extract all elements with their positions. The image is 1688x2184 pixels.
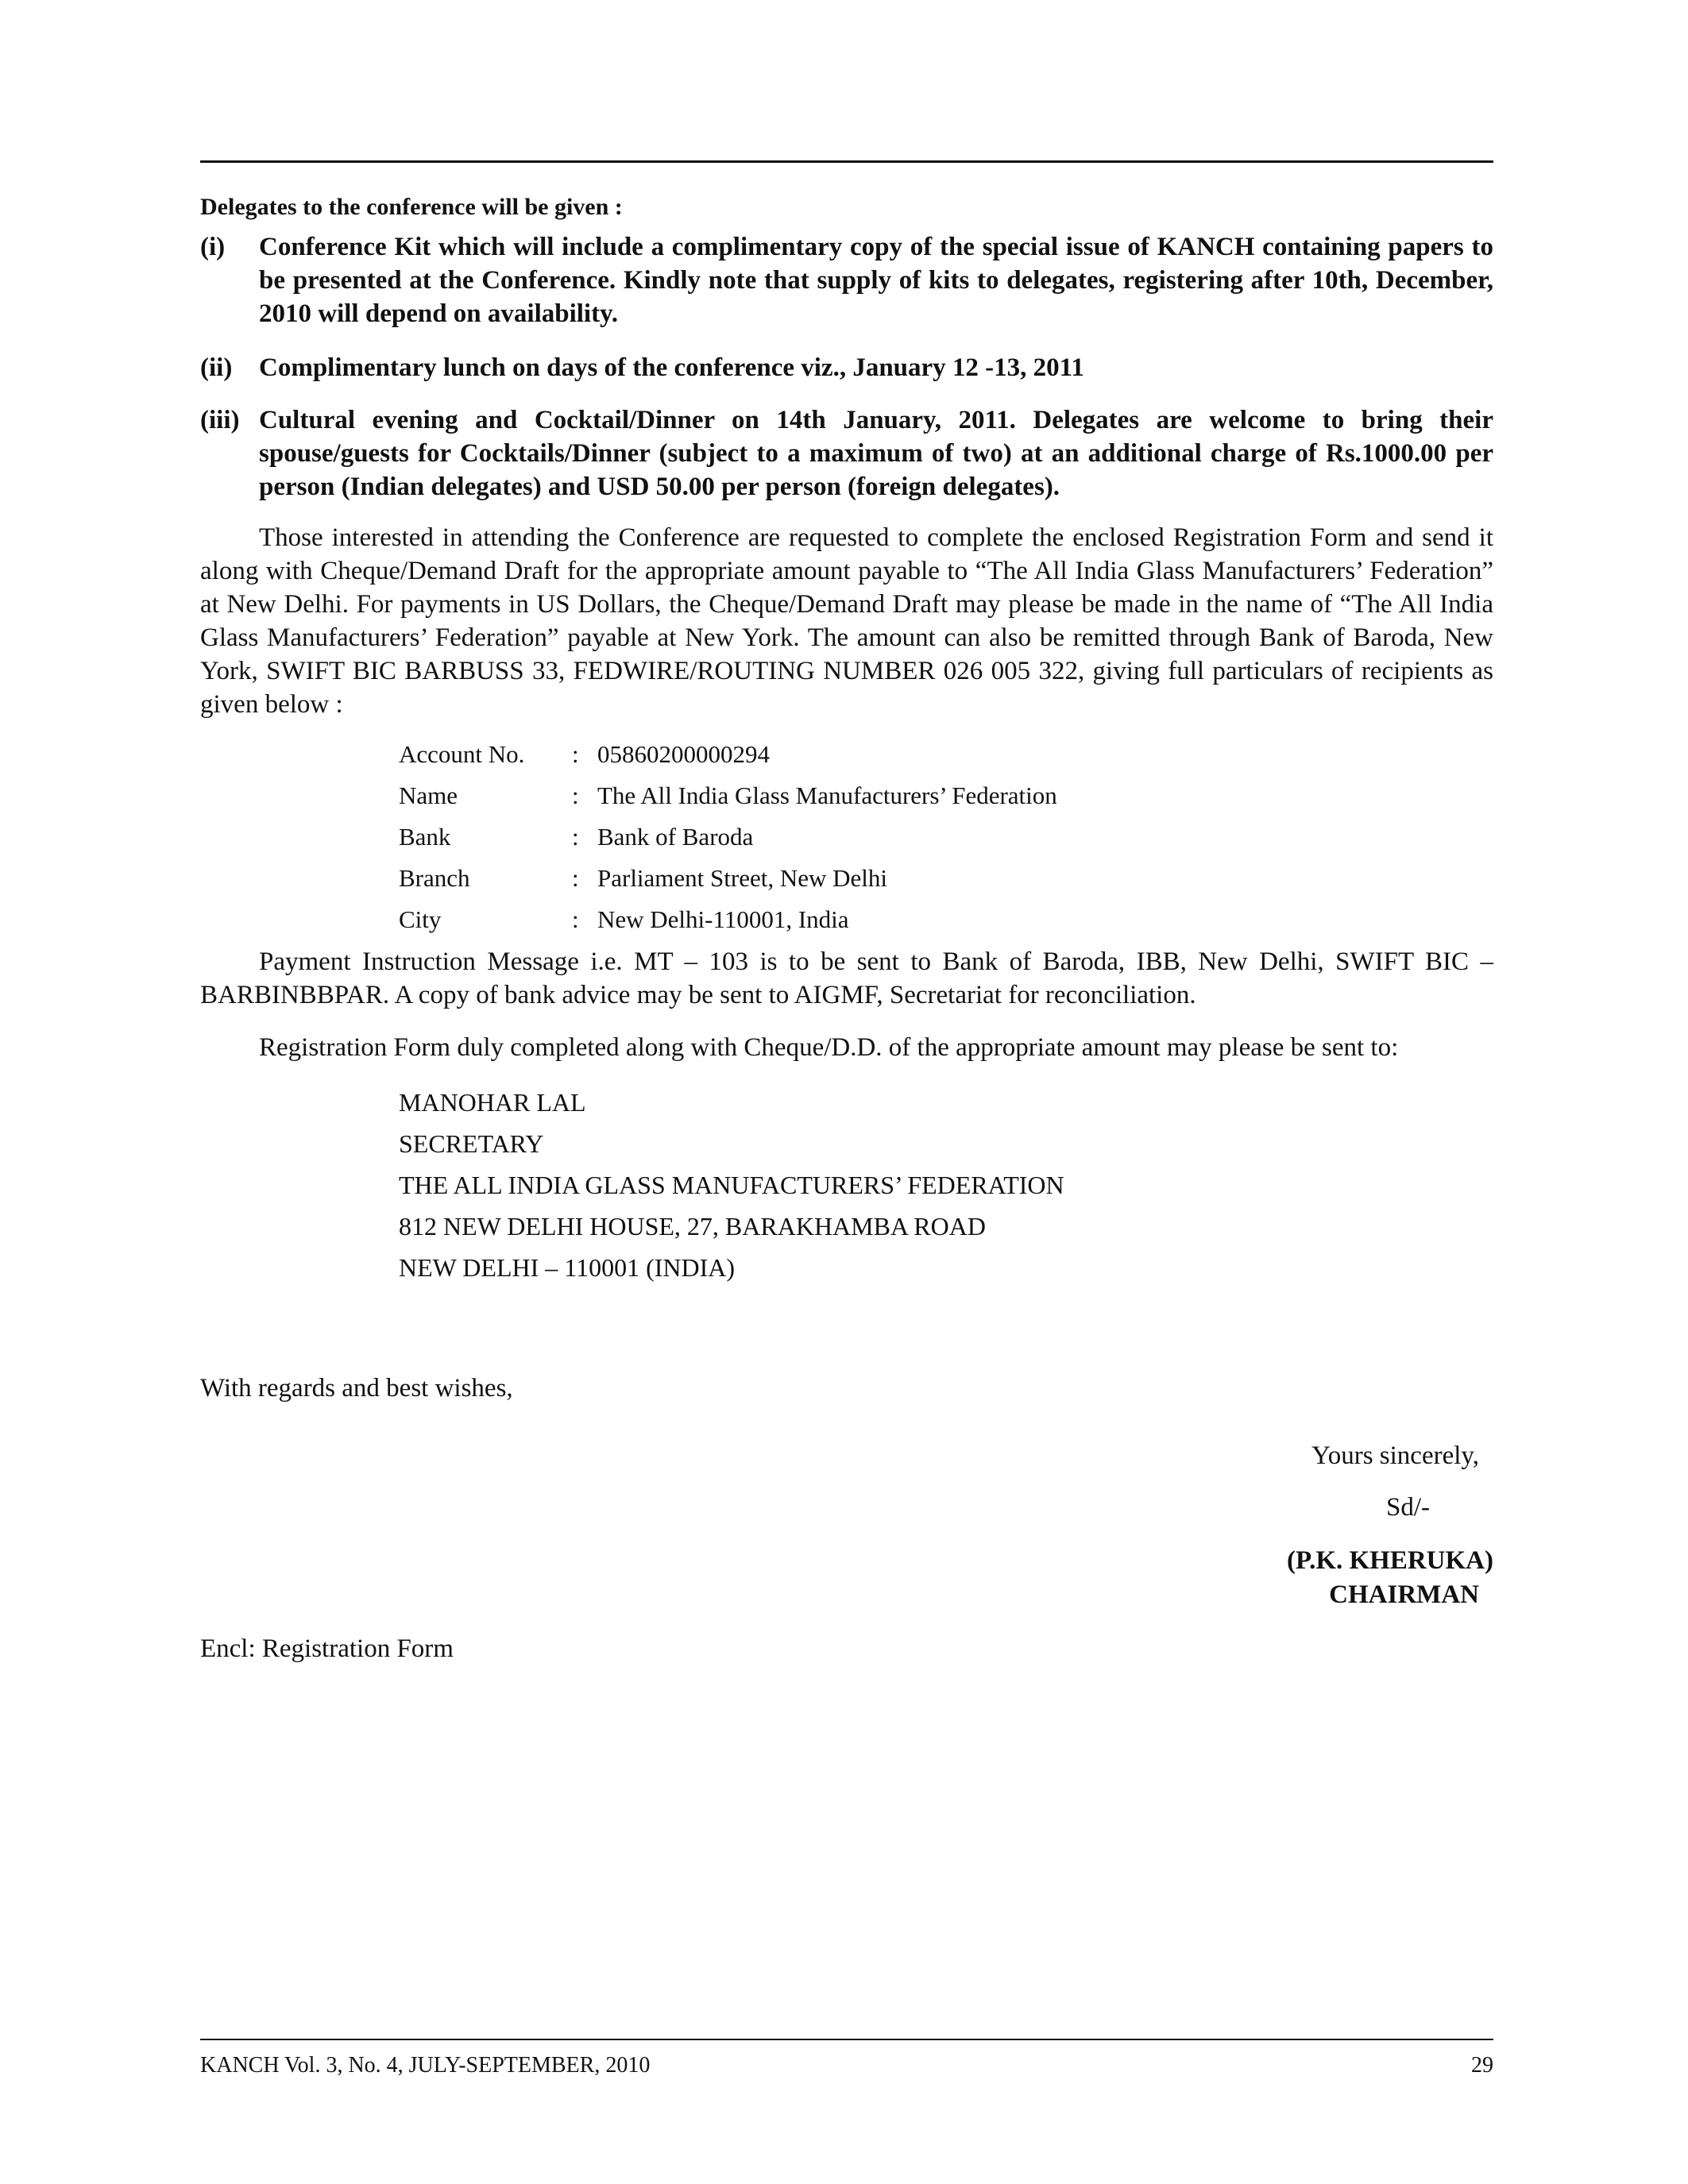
- account-label: Name: [399, 781, 458, 809]
- colon: :: [572, 905, 579, 933]
- account-value: Parliament Street, New Delhi: [597, 864, 888, 892]
- account-value: 05860200000294: [597, 740, 770, 768]
- footer-journal: KANCH Vol. 3, No. 4, JULY-SEPTEMBER, 2010: [200, 2053, 651, 2078]
- signatory-name: (P.K. KHERUKA): [1286, 1546, 1493, 1575]
- signature-sd: Sd/-: [1385, 1493, 1430, 1522]
- benefit-item: [200, 403, 1493, 504]
- item-text: Conference Kit which will include a complimentary copy of the special issue of KANCH containing papers to be presented at the Conference. Kindly note that supply of kits to delegates, registering after 10th, December, 2010 will depend on availability.: [259, 233, 1493, 328]
- enclosure-note: Encl: Registration Form: [200, 1634, 454, 1663]
- item-number: (iii): [200, 406, 240, 434]
- top-rule: [200, 160, 1493, 163]
- swift-paragraph: Payment Instruction Message i.e. MT – 103 is to be sent to Bank of Baroda, IBB, New Delhi, SWIFT BIC – BARBINBBPAR. A copy of bank advice may be sent to AIGMF, Secretariat for reconciliation.: [200, 947, 1493, 1009]
- colon: :: [572, 781, 579, 809]
- signatory-title: CHAIRMAN: [1329, 1580, 1479, 1609]
- payment-paragraph: Those interested in attending the Conference are requested to complete the enclosed Registration Form and send it along with Cheque/Demand Draft for the appropriate amount payable to “The All India Glass Manufacturers’ Federation” at New Delhi. For payments in US Dollars, the Cheque/Demand Draft may please be made in the name of “The All India Glass Manufacturers’ Federation” payable at New York. The amount can also be remitted through Bank of Baroda, New York, SWIFT BIC BARBUSS 33, FEDWIRE/ROUTING NUMBER 026 005 322, giving full particulars of recipients as given below :: [200, 523, 1493, 719]
- colon: :: [572, 740, 579, 768]
- intro-heading: Delegates to the conference will be given :: [200, 194, 623, 220]
- account-value: New Delhi-110001, India: [597, 905, 849, 933]
- registration-paragraph: Registration Form duly completed along with Cheque/D.D. of the appropriate amount may please be sent to:: [259, 1033, 1399, 1062]
- address-line: MANOHAR LAL: [399, 1088, 586, 1117]
- item-text: Complimentary lunch on days of the conference viz., January 12 -13, 2011: [259, 353, 1084, 382]
- item-number: (i): [200, 233, 226, 261]
- account-label: Branch: [399, 864, 470, 892]
- colon: :: [572, 823, 579, 851]
- colon: :: [572, 864, 579, 892]
- yours-sincerely: Yours sincerely,: [1311, 1441, 1479, 1470]
- address-line: THE ALL INDIA GLASS MANUFACTURERS’ FEDERATION: [399, 1171, 1064, 1199]
- benefit-item: [200, 230, 1493, 330]
- benefit-item: [200, 351, 1493, 384]
- footer-rule: [200, 2039, 1493, 2040]
- page-number: 29: [1471, 2053, 1493, 2078]
- closing-regards: With regards and best wishes,: [200, 1374, 513, 1403]
- account-value: Bank of Baroda: [597, 823, 754, 851]
- account-label: Account No.: [399, 740, 525, 768]
- account-label: Bank: [399, 823, 451, 851]
- account-value: The All India Glass Manufacturers’ Federation: [597, 781, 1057, 809]
- item-text: Cultural evening and Cocktail/Dinner on 14th January, 2011. Delegates are welcome to bring their spouse/guests for Cocktails/Dinner (subject to a maximum of two) at an additional charge of Rs.1000.00 per person (Indian delegates) and USD 50.00 per person (foreign delegates).: [259, 406, 1493, 501]
- address-line: NEW DELHI – 110001 (INDIA): [399, 1253, 736, 1282]
- account-label: City: [399, 905, 442, 933]
- address-line: 812 NEW DELHI HOUSE, 27, BARAKHAMBA ROAD: [399, 1212, 986, 1241]
- address-line: SECRETARY: [399, 1129, 544, 1158]
- document-page: [200, 0, 1493, 2184]
- item-number: (ii): [200, 353, 233, 382]
